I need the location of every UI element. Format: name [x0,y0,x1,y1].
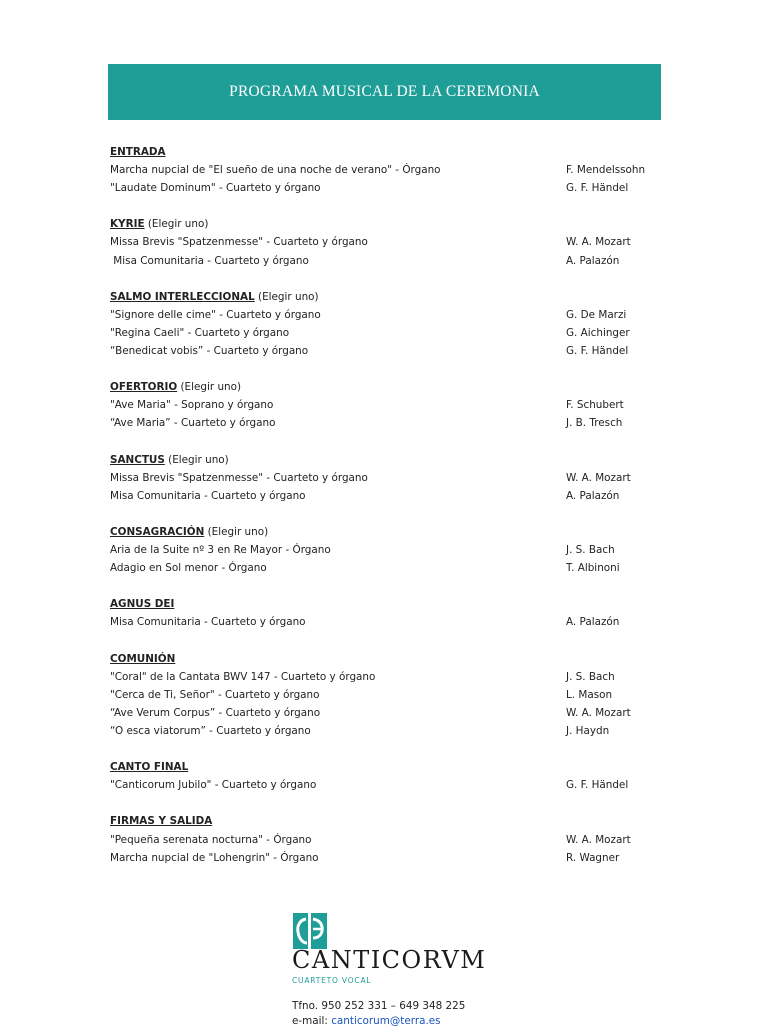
program-section [110,523,650,577]
program-section [110,288,650,360]
composer-name: J. Haydn [566,722,609,740]
section-title: KYRIE [110,218,145,230]
composer-name: A. Palazón [566,252,619,270]
program-item [110,414,650,432]
logo-text: CANTICORVM [292,946,486,974]
program-item [110,324,650,342]
piece-title: "Cerca de Ti, Señor" - Cuarteto y órgano [110,686,320,704]
piece-title: "Coral" de la Cantata BWV 147 - Cuarteto y órgano [110,668,375,686]
piece-title: "Laudate Dominum" - Cuarteto y órgano [110,179,321,197]
section-heading [110,451,650,469]
program-item [110,559,650,577]
section-note: (Elegir uno) [177,381,241,393]
program-item [110,306,650,324]
email-line [292,1014,465,1028]
section-heading [110,595,650,613]
program-item [110,541,650,559]
piece-title: "Regina Caeli" - Cuarteto y órgano [110,324,289,342]
composer-name: G. F. Händel [566,342,628,360]
piece-title: Misa Comunitaria - Cuarteto y órgano [110,487,306,505]
section-title: FIRMAS Y SALIDA [110,815,212,827]
composer-name: W. A. Mozart [566,831,631,849]
program-item [110,487,650,505]
section-heading [110,650,650,668]
piece-title: Missa Brevis "Spatzenmesse" - Cuarteto y órgano [110,469,368,487]
canticorum-logo-icon [292,912,328,950]
piece-title: "Signore delle cime" - Cuarteto y órgano [110,306,321,324]
composer-name: R. Wagner [566,849,619,867]
piece-title: “Ave Verum Corpus” - Cuarteto y órgano [110,704,320,722]
composer-name: A. Palazón [566,613,619,631]
composer-name: W. A. Mozart [566,233,631,251]
program-section [110,143,650,197]
piece-title: Adagio en Sol menor - Órgano [110,559,267,577]
program-item [110,776,650,794]
piece-title: Missa Brevis "Spatzenmesse" - Cuarteto y órgano [110,233,368,251]
program-section [110,650,650,740]
piece-title: "Canticorum Jubilo" - Cuarteto y órgano [110,776,316,794]
program-item [110,252,650,270]
section-title: OFERTORIO [110,381,177,393]
section-title: SANCTUS [110,454,165,466]
piece-title: “Ave Maria” - Cuarteto y órgano [110,414,275,432]
phone-text: Tfno. 950 252 331 – 649 348 225 [292,999,465,1014]
program-item [110,179,650,197]
piece-title: Marcha nupcial de "El sueño de una noche de verano" - Órgano [110,161,441,179]
program-header [108,64,661,120]
composer-name: T. Albinoni [566,559,620,577]
piece-title: Misa Comunitaria - Cuarteto y órgano [110,613,306,631]
section-title: AGNUS DEI [110,598,174,610]
section-title: COMUNIÓN [110,653,175,665]
program-item [110,686,650,704]
composer-name: L. Mason [566,686,612,704]
composer-name: J. S. Bach [566,668,615,686]
piece-title: “Benedicat vobis” - Cuarteto y órgano [110,342,308,360]
section-note: (Elegir uno) [165,454,229,466]
email-link[interactable]: canticorum@terra.es [331,1015,440,1027]
composer-name: G. F. Händel [566,179,628,197]
program-item [110,396,650,414]
composer-name: W. A. Mozart [566,704,631,722]
program-item [110,233,650,251]
program-item [110,613,650,631]
program-item [110,722,650,740]
page-title: PROGRAMA MUSICAL DE LA CEREMONIA [229,83,540,101]
section-heading [110,288,650,306]
section-note: (Elegir uno) [204,526,268,538]
program-section [110,378,650,432]
section-heading [110,758,650,776]
section-title: ENTRADA [110,146,166,158]
program-section [110,758,650,794]
section-title: CANTO FINAL [110,761,188,773]
program-section [110,215,650,269]
email-label: e-mail: [292,1015,331,1027]
composer-name: A. Palazón [566,487,619,505]
composer-name: F. Mendelssohn [566,161,645,179]
composer-name: G. F. Händel [566,776,628,794]
section-note: (Elegir uno) [145,218,209,230]
section-title: CONSAGRACIÓN [110,526,204,538]
piece-title: Marcha nupcial de "Lohengrin" - Órgano [110,849,319,867]
program-item [110,849,650,867]
composer-name: J. S. Bach [566,541,615,559]
program-item [110,342,650,360]
section-heading [110,143,650,161]
program-section [110,451,650,505]
piece-title: Misa Comunitaria - Cuarteto y órgano [110,252,309,270]
piece-title: Aria de la Suite nº 3 en Re Mayor - Órgano [110,541,331,559]
composer-name: G. Aichinger [566,324,630,342]
program-item [110,161,650,179]
section-note: (Elegir uno) [255,291,319,303]
logo-subtitle: CUARTETO VOCAL [292,976,371,985]
section-heading [110,812,650,830]
composer-name: F. Schubert [566,396,624,414]
section-heading [110,378,650,396]
section-title: SALMO INTERLECCIONAL [110,291,255,303]
section-heading [110,215,650,233]
program-item [110,469,650,487]
piece-title: “O esca viatorum” - Cuarteto y órgano [110,722,311,740]
piece-title: "Ave Maria" - Soprano y órgano [110,396,273,414]
composer-name: J. B. Tresch [566,414,622,432]
program-item [110,704,650,722]
composer-name: G. De Marzi [566,306,626,324]
piece-title: "Pequeña serenata nocturna" - Órgano [110,831,312,849]
composer-name: W. A. Mozart [566,469,631,487]
section-heading [110,523,650,541]
program-section [110,812,650,866]
program-item [110,831,650,849]
program-section [110,595,650,631]
program-list [110,143,650,885]
program-item [110,668,650,686]
